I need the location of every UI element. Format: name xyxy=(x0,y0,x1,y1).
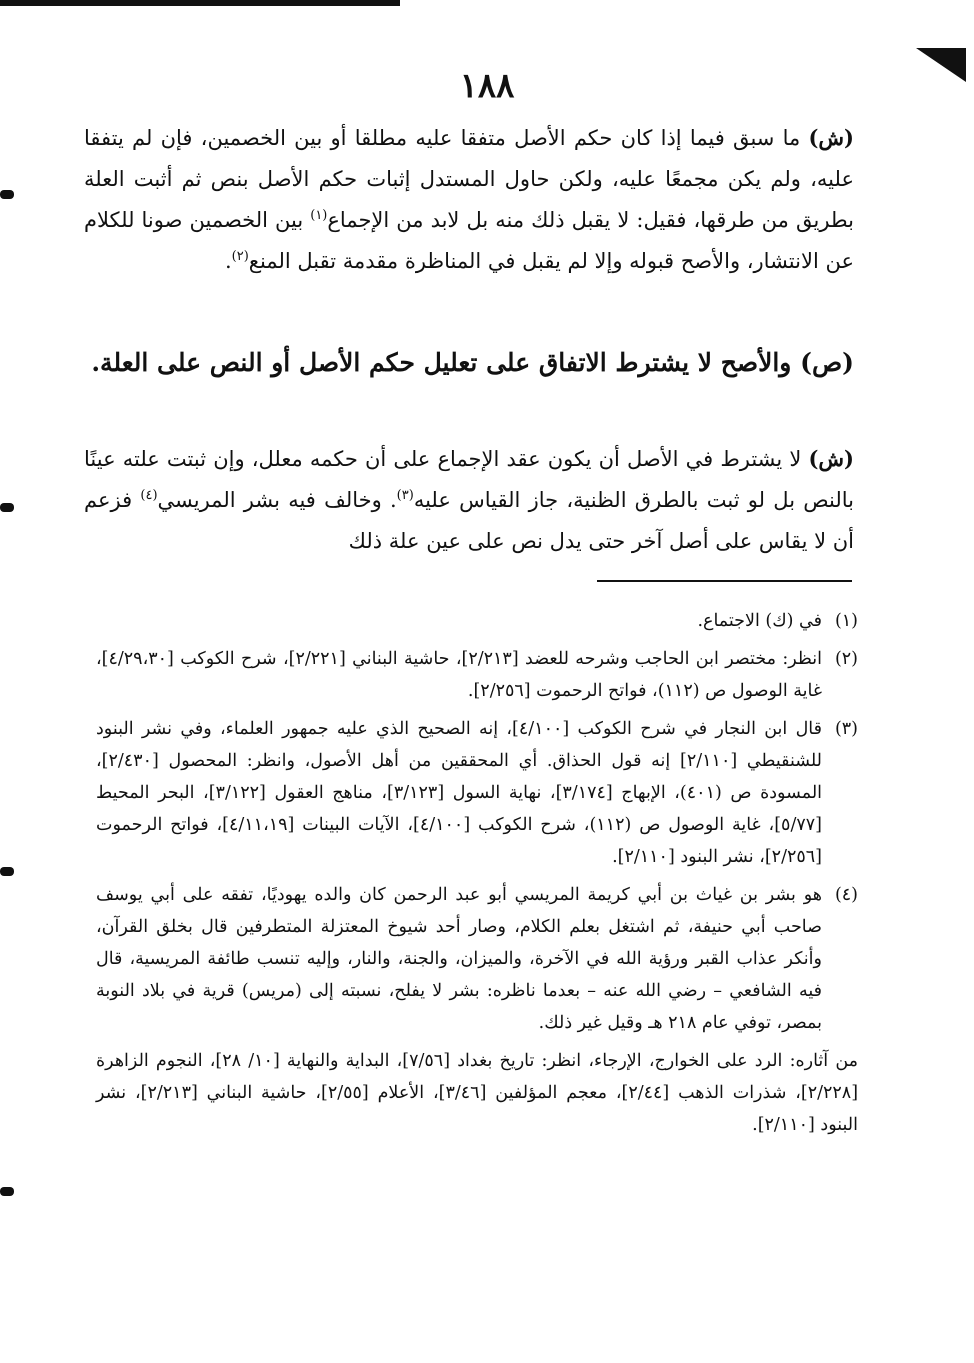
margin-punch-mark xyxy=(0,190,14,199)
footnote-4-continuation: من آثاره: الرد على الخوارج، الإرجاء، انظر: تاريخ بغداد [٧/٥٦]، البداية والنهاية [١٠/ ٢٨]، النجوم الزاهرة [٢/٢٢٨]، شذرات الذهب [٢/٤٤]، معجم المؤلفين [٣/٤٦]، الأعلام [٢/٥٥]، حاشية البناني [٢/٢١٣]، نشر البنود [٢/١١٠]. xyxy=(96,1051,859,1135)
footnote-text: انظر: مختصر ابن الحاجب وشرحه للعضد [٢/٢١٣]، حاشية البناني [٢/٢٢١]، شرح الكوكب [٤/٢٩،٣٠]، غاية الوصول ص (١١٢)، فواتح الرحموت [٢/٢٥٦]. xyxy=(96,649,822,701)
footnote-number: (٣) xyxy=(834,719,858,739)
paragraph-text: بين الخصمين صونا للكلام عن الانتشار، والأصح قبوله وإلا لم يقبل في المناظرة مقدمة تقبل المنع xyxy=(84,208,854,273)
footnote-ref-4[interactable]: (٤) xyxy=(140,488,158,503)
paragraph-text: فزعم أن لا يقاس على أصل آخر حتى يدل نص على عين علة ذلك xyxy=(84,488,854,553)
paragraph-text: لا يشترط في الأصل أن يكون عقد الإجماع على أن حكمه معلل، وإن ثبتت علته عينًا بالنص بل لو ثبت بالطرق الظنية، جاز القياس عليه xyxy=(84,447,854,512)
footnote-text: هو بشر بن غياث بن أبي كريمة المريسي أبو عبد الرحمن كان والده يهوديًا، تفقه على أبي يوسف صاحب أبي حنيفة، ثم اشتغل بعلم الكلام، وصار أحد شيوخ المعتزلة المتطرفين قال بخلق القرآن، وأنكر عذاب القبر ورؤية الله في الآخرة، والميزان، والجنة، والنار، وإليه تنسب طائفة المريسية، قال فيه الشافعي – رضي الله عنه – بعدما ناظره: بشر لا يفلح، نسبته إلى (مريس) قرية في بلاد النوبة بمصر، توفي عام ٢١٨ هـ وقيل غير ذلك. xyxy=(96,885,822,1033)
footnote-text: في (ك) الاجتماع. xyxy=(697,611,822,631)
paragraph-text: . وخالف فيه بشر المريسي xyxy=(157,488,397,512)
matn-marker: (ص) xyxy=(800,348,854,377)
margin-punch-mark xyxy=(0,867,14,876)
footnote-number: (٢) xyxy=(834,649,858,669)
footnote-divider xyxy=(597,580,852,582)
paragraph-text: ما سبق فيما إذا كان حكم الأصل متفقا عليه مطلقا أو بين الخصمين، فإن لم يتفقا عليه، ولم يكن مجمعًا عليه، ولكن حاول المستدل إثبات حكم الأصل بنص ثم أثبت العلة بطريق من طرقها، فقيل: لا يقبل ذلك منه بل لابد من الإجماع xyxy=(84,126,854,232)
paragraph-text: . xyxy=(224,249,232,273)
scan-edge-line xyxy=(0,0,400,6)
sharh-marker: (ش) xyxy=(808,125,854,150)
footnote-number: (١) xyxy=(834,611,858,631)
footnote-ref-1[interactable]: (١) xyxy=(310,208,328,223)
margin-punch-mark xyxy=(0,503,14,512)
footnote-4 xyxy=(96,879,858,1039)
page-number: ١٨٨ xyxy=(459,66,515,106)
paragraph-sharh-2 xyxy=(84,438,854,562)
paragraph-matn xyxy=(84,342,854,384)
footnotes xyxy=(96,605,858,1141)
sharh-marker: (ش) xyxy=(808,446,854,471)
footnote-text: قال ابن النجار في شرح الكوكب [٤/١٠٠]، إنه الصحيح الذي عليه جمهور العلماء، وفي نشر البنود للشنقيطي [٢/١١٠] إنه قول الحذاق. أي المحققين من أهل الأصول، وانظر: المحصول [٢/٤٣٠]، المسودة ص (٤٠١)، الإبهاج [٣/١٧٤]، نهاية السول [٣/١٢٣]، مناهج العقول [٣/١٢٢]، البحر المحيط [٥/٧٧]، غاية الوصول ص (١١٢)، شرح الكوكب [٤/١٠٠]، الآيات البينات [٤/١١،١٩]، فواتح الرحموت [٢/٢٥٦]، نشر البنود [٢/١١٠]. xyxy=(96,719,823,867)
footnote-ref-2[interactable]: (٢) xyxy=(231,249,249,264)
footnote-ref-3[interactable]: (٣) xyxy=(396,488,414,503)
footnote-2 xyxy=(96,643,858,707)
footnote-1 xyxy=(96,605,858,637)
matn-text: والأصح لا يشترط الاتفاق على تعليل حكم الأصل أو النص على العلة. xyxy=(91,348,792,377)
margin-punch-mark xyxy=(0,1187,14,1196)
footnote-number: (٤) xyxy=(834,885,858,905)
paragraph-sharh-1 xyxy=(84,117,854,282)
footnote-3 xyxy=(96,713,858,873)
